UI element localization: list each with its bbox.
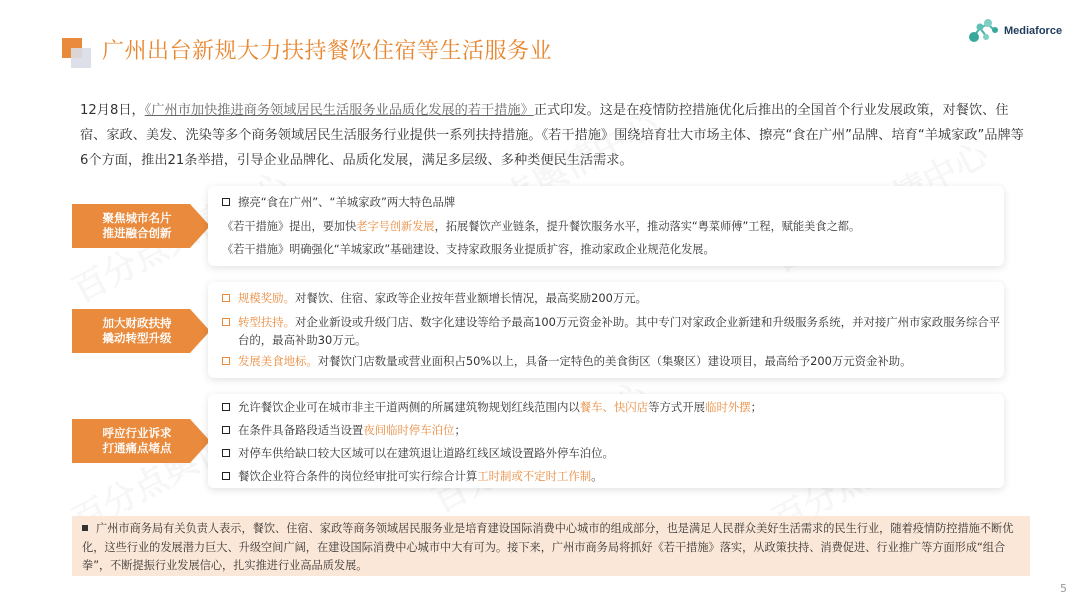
list-item-continuation: 台的，最高补助30万元。	[238, 333, 367, 347]
intro-paragraph	[80, 98, 1030, 173]
checkbox-bullet-icon	[222, 472, 230, 480]
tag-line: 打通痛点堵点	[102, 441, 172, 455]
section-heading: 擦亮“食在广州”、“羊城家政”两大特色品牌	[222, 193, 455, 212]
section-detail: 《若干措施》提出，要加快老字号创新发展，拓展餐饮产业链条，提升餐饮服务水平，推动落实“粤菜师傅”工程，赋能美食之都。	[222, 220, 861, 233]
brand-logo	[966, 16, 1076, 46]
section-fiscal-support	[72, 282, 1032, 378]
checkbox-bullet-icon	[222, 357, 230, 365]
section-city-brand	[72, 186, 1032, 266]
section-card	[208, 186, 1004, 266]
list-item: 规模奖励。对餐饮、住宿、家政等企业按年营业额增长情况，最高奖励200万元。	[222, 289, 647, 308]
section-tag	[72, 309, 214, 353]
note-text: 广州市商务局有关负责人表示，餐饮、住宿、家政等商务领域居民服务业是培育建设国际消费中心城市的组成部分，也是满足人民群众美好生活需求的民生行业，随着疫情防控措施不断优化，这些行业的发展潜力巨大、升级空间广阔，在建设国际消费中心城市中大有可为。接下来，广州市商务局将抓好《若干措施》落实，从政策扶持、消费促进、行业推广等方面形成“组合拳”，不断提振行业发展信心，扎实推进行业高品质发展。	[82, 522, 1014, 572]
title-decoration	[62, 38, 90, 68]
list-item: 发展美食地标。对餐饮门店数量或营业面积占50%以上，具备一定特色的美食街区（集聚区）建设项目，最高给予200万元资金补助。	[222, 352, 912, 371]
section-industry-demands	[72, 394, 1032, 488]
tag-line: 聚焦城市名片	[102, 211, 172, 225]
list-item: 允许餐饮企业可在城市非主干道两侧的所属建筑物规划红线范围内以餐车、快闪店等方式开展临时外摆；	[222, 398, 762, 417]
tag-line: 加大财政扶持	[102, 316, 172, 330]
intro-date: 12月8日，	[80, 103, 145, 118]
tag-line: 推进融合创新	[102, 226, 172, 240]
checkbox-bullet-icon	[222, 403, 230, 411]
tag-line: 撬动转型升级	[102, 331, 172, 345]
checkbox-bullet-icon	[222, 426, 230, 434]
checkbox-bullet-icon	[222, 198, 230, 206]
checkbox-bullet-icon	[222, 294, 230, 302]
molecule-dots-icon	[966, 16, 1006, 46]
tag-line: 呼应行业诉求	[102, 426, 172, 440]
section-detail: 《若干措施》明确强化“羊城家政”基础建设、支持家政服务业提质扩容，推动家政企业规范化发展。	[222, 243, 715, 256]
checkbox-bullet-icon	[222, 318, 230, 326]
section-tag	[72, 419, 214, 463]
section-card	[208, 394, 1004, 488]
list-item: 对停车供给缺口较大区域可以在建筑退让道路红线区域设置路外停车泊位。	[222, 444, 614, 463]
list-item: 餐饮企业符合条件的岗位经审批可实行综合计算工时制或不定时工作制。	[222, 467, 603, 486]
section-card	[208, 282, 1004, 378]
summary-note	[72, 516, 1030, 576]
section-tag	[72, 204, 214, 248]
checkbox-bullet-icon	[222, 449, 230, 457]
intro-body: 正式印发。这是在疫情防控措施优化后推出的全国首个行业发展政策，对餐饮、住宿、家政、美发、洗染等多个商务领域居民生活服务行业提供一系列扶持措施。《若干措施》围绕培育壮大市场主体、擦亮“食在广州”品牌、培育“羊城家政”品牌等6个方面，推出21条举措，引导企业品牌化、品质化发展，满足多层级、多种类便民生活需求。	[80, 103, 1024, 168]
list-item: 在条件具备路段适当设置夜间临时停车泊位；	[222, 421, 466, 440]
page-number: 5	[1060, 582, 1067, 595]
page-title: 广州出台新规大力扶持餐饮住宿等生活服务业	[102, 39, 553, 64]
logo-text: Mediaforce	[1004, 25, 1063, 37]
list-item: 转型扶持。对企业新设或升级门店、数字化建设等给予最高100万元资金补助。其中专门对家政企业新建和升级服务系统，并对接广州市家政服务综合平	[222, 313, 1000, 332]
bullet-icon	[82, 525, 88, 531]
policy-document-link[interactable]: 《广州市加快推进商务领域居民生活服务业品质化发展的若干措施》	[144, 103, 534, 118]
